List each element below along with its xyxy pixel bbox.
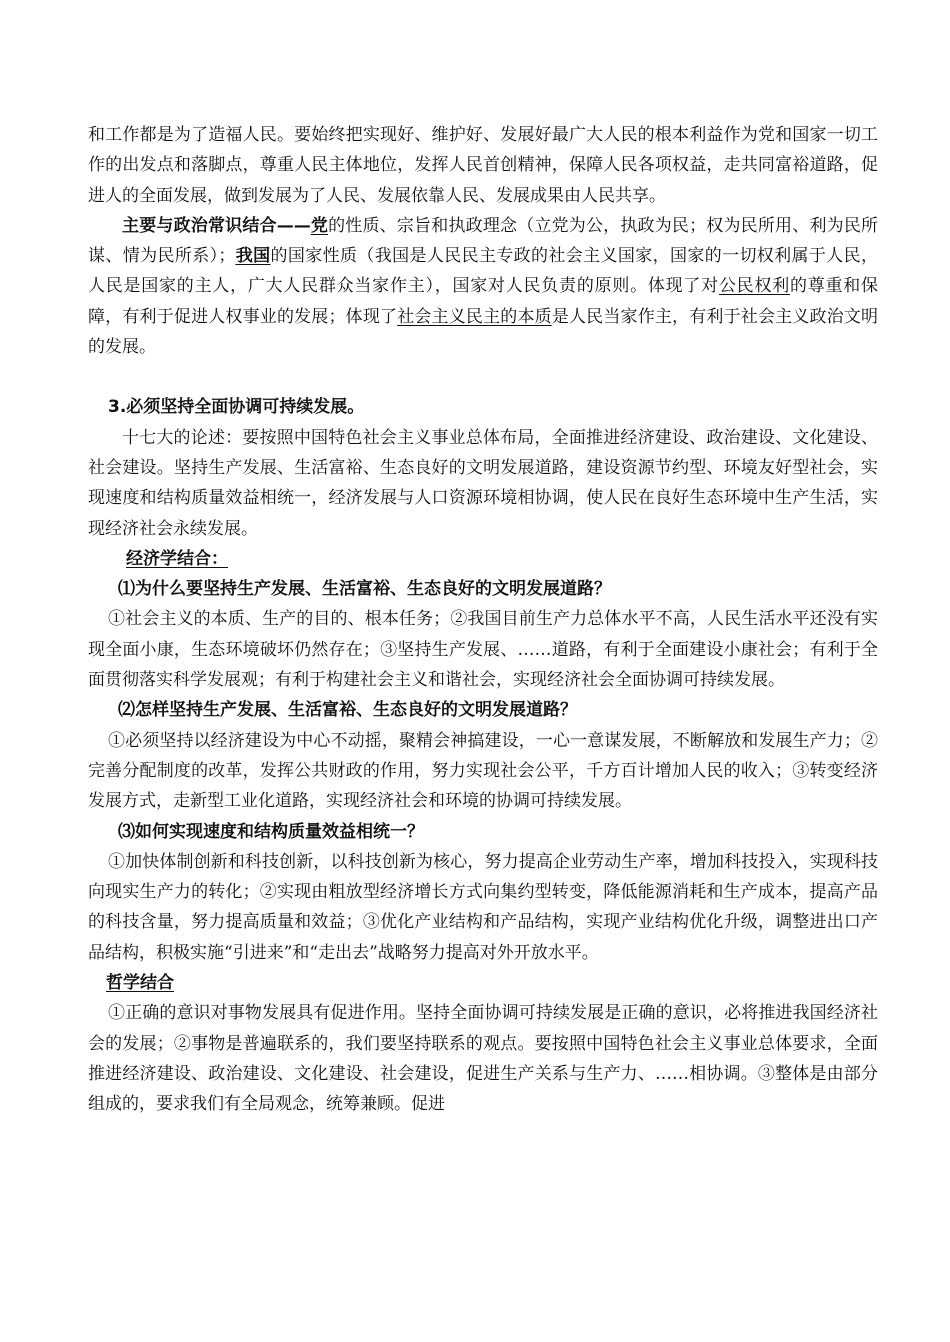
term-our-country: 我国	[235, 246, 271, 267]
economics-heading: 经济学结合：	[126, 548, 228, 569]
paragraph-political-link	[88, 211, 878, 362]
term-socialist-democracy: 社会主义民主的本质	[397, 306, 552, 327]
answer-2: ①必须坚持以经济建设为中心不动摇，聚精会神搞建设，一心一意谋发展，不断解放和发展生产力；②完善分配制度的改革，发挥公共财政的作用，努力实现社会公平，千方百计增加人民的收入；③转变经济发展方式，走新型工业化道路，实现经济社会和环境的协调可持续发展。	[88, 730, 878, 812]
spacer	[88, 362, 878, 392]
answer-1: ①社会主义的本质、生产的目的、根本任务；②我国目前生产力总体水平不高，人民生活水平还没有实现全面小康，生态环境破坏仍然存在；③坚持生产发展、……道路，有利于全面建设小康社会；有利于全面贯彻落实科学发展观；有利于构建社会主义和谐社会，实现经济社会全面协调可持续发展。	[88, 609, 878, 691]
document-body	[88, 120, 878, 1120]
question-1: ⑴为什么要坚持生产发展、生活富裕、生态良好的文明发展道路？	[118, 579, 611, 600]
political-text-3: 的尊重和保障，有利于促进人权事业的发展；体现了	[88, 276, 879, 327]
philosophy-heading: 哲学结合	[106, 973, 174, 994]
paragraph-17th-congress: 十七大的论述：要按照中国特色社会主义事业总体布局，全面推进经济建设、政治建设、文化建设、社会建设。坚持生产发展、生活富裕、生态良好的文明发展道路，建设资源节约型、环境友好型社会，实现速度和结构质量效益相统一，经济发展与人口资源环境相协调，使人民在良好生态环境中生产生活，实现经济社会永续发展。	[88, 427, 878, 539]
political-text-4: 是人民当家作主，有利于社会主义政治文明的发展。	[88, 306, 879, 358]
paragraph-people-centered: 和工作都是为了造福人民。要始终把实现好、维护好、发展好最广大人民的根本利益作为党和国家一切工作的出发点和落脚点，尊重人民主体地位，发挥人民首创精神，保障人民各项权益，走共同富裕道路，促进人的全面发展，做到发展为了人民、发展依靠人民、发展成果由人民共享。	[88, 125, 878, 206]
answer-4: ①正确的意识对事物发展具有促进作用。坚持全面协调可持续发展是正确的意识，必将推进我国经济社会的发展；②事物是普遍联系的，我们要坚持联系的观点。要按照中国特色社会主义事业总体要求，全面推进经济建设、政治建设、文化建设、社会建设，促进生产关系与生产力、……相协调。③整体是由部分组成的，要求我们有全局观念，统筹兼顾。促进	[88, 1003, 878, 1115]
political-text-2: 的国家性质（我国是人民民主专政的社会主义国家，国家的一切权利属于人民，人民是国家的主人，广大人民群众当家作主），国家对人民负责的原则。体现了对	[88, 246, 879, 297]
term-party: 党	[310, 215, 329, 236]
term-citizen-rights: 公民权利	[718, 276, 790, 297]
question-2: ⑵怎样坚持生产发展、生活富裕、生态良好的文明发展道路？	[118, 700, 577, 721]
political-link-lead: 主要与政治常识结合——	[122, 215, 311, 236]
answer-3: ①加快体制创新和科技创新，以科技创新为核心，努力提高企业劳动生产率，增加科技投入，实现科技向现实生产力的转化；②实现由粗放型经济增长方式向集约型转变，降低能源消耗和生产成本，提高产品的科技含量，努力提高质量和效益；③优化产业结构和产品结构，实现产业结构优化升级，调整进出口产品结构，积极实施“引进来”和“走出去”战略努力提高对外开放水平。	[88, 851, 878, 963]
section-3-title: 3.必须坚持全面协调可持续发展。	[108, 397, 365, 418]
question-3: ⑶如何实现速度和结构质量效益相统一？	[118, 821, 424, 842]
political-text-1: 的性质、宗旨和执政理念（立党为公，执政为民；权为民所用、利为民所谋、情为民所系）；	[88, 215, 879, 267]
